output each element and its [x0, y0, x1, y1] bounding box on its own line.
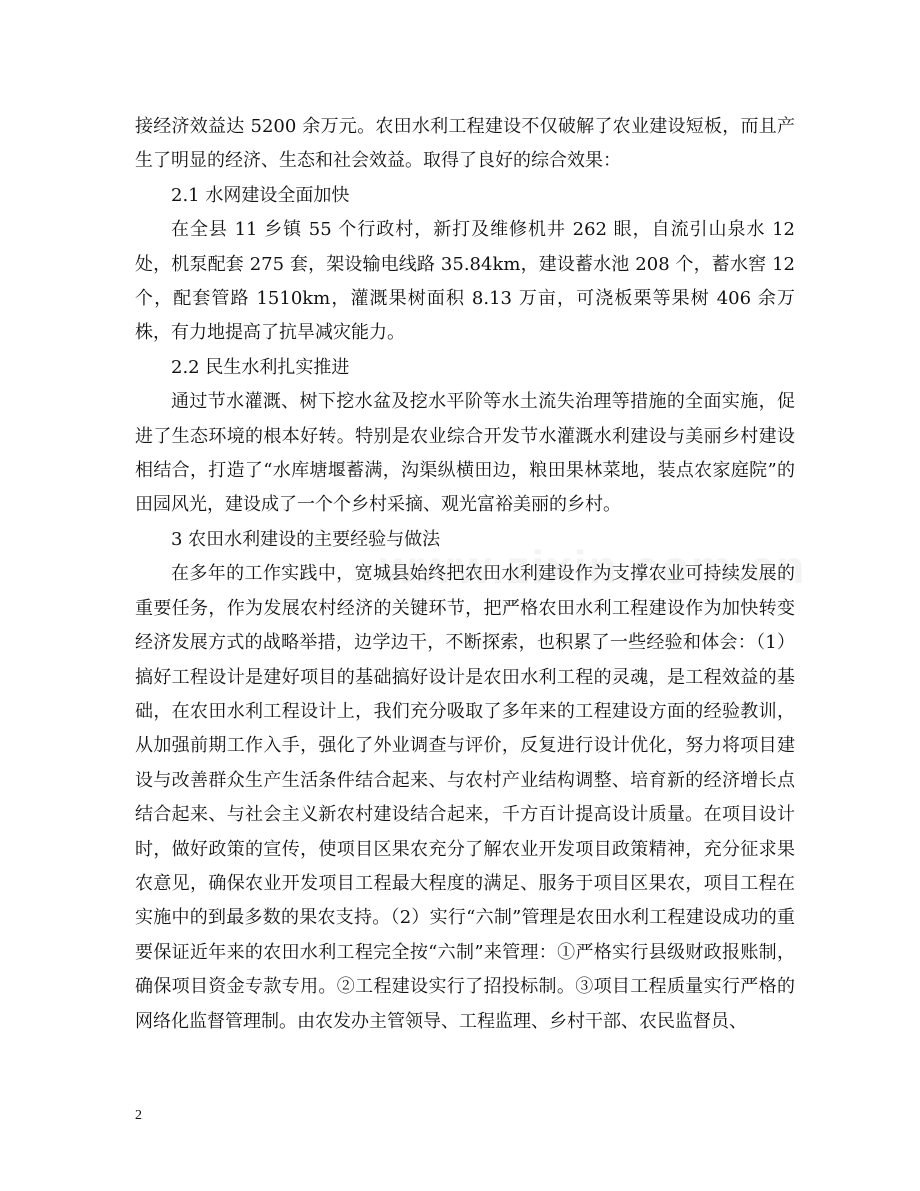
section-heading-2-2: 2.2 民生水利扎实推进 [171, 356, 350, 378]
section-heading-2-1: 2.1 水网建设全面加快 [171, 184, 350, 206]
document-body [135, 110, 795, 1039]
paragraph-water-network: 在全县 11 乡镇 55 个行政村，新打及维修机井 262 眼，自流引山泉水 12 处，机泵配套 275 套，架设输电线路 35.84km，建设蓄水池 208 个，蓄水窖 12 个，配套管路 1510km，灌溉果树面积 8.13 万亩，可浇板栗等果树 406 余万株，有力地提高了抗旱减灾能力。 [135, 219, 795, 344]
paragraph-experience: 在多年的工作实践中，宽城县始终把农田水利建设作为支撑农业可持续发展的重要任务，作为发展农村经济的关键环节，把严格农田水利工程建设作为加快转变经济发展方式的战略举措，边学边干，不断探索，也积累了一些经验和体会：（1）搞好工程设计是建好项目的基础搞好设计是农田水利工程的灵魂，是工程效益的基础，在农田水利工程设计上，我们充分吸取了多年来的工程建设方面的经验教训，从加强前期工作入手，强化了外业调查与评价，反复进行设计优化，努力将项目建设与改善群众生产生活条件结合起来、与农村产业结构调整、培育新的经济增长点结合起来、与社会主义新农村建设结合起来，千方百计提高设计质量。在项目设计时，做好政策的宣传，使项目区果农充分了解农业开发项目政策精神，充分征求果农意见，确保农业开发项目工程最大程度的满足、服务于项目区果农，项目工程在实施中的到最多数的果农支持。（2）实行“六制”管理是农田水利工程建设成功的重要保证近年来的农田水利工程完全按“六制”来管理：①严格实行县级财政报账制，确保项目资金专款专用。②工程建设实行了招投标制。③项目工程质量实行严格的网络化监督管理制。由农发办主管领导、工程监理、乡村干部、农民监督员、 [135, 563, 795, 1032]
paragraph-continued: 接经济效益达 5200 余万元。农田水利工程建设不仅破解了农业建设短板，而且产生了明显的经济、生态和社会效益。取得了良好的综合效果： [135, 116, 795, 172]
paragraph-livelihood-water: 通过节水灌溉、树下挖水盆及挖水平阶等水土流失治理等措施的全面实施，促进了生态环境的根本好转。特别是农业综合开发节水灌溉水利建设与美丽乡村建设相结合，打造了“水库塘堰蓄满，沟渠纵横田边，粮田果林菜地，装点农家庭院”的田园风光，建设成了一个个乡村采摘、观光富裕美丽的乡村。 [135, 391, 795, 516]
section-heading-3: 3 农田水利建设的主要经验与做法 [171, 528, 441, 550]
page-number: 2 [135, 1108, 142, 1123]
